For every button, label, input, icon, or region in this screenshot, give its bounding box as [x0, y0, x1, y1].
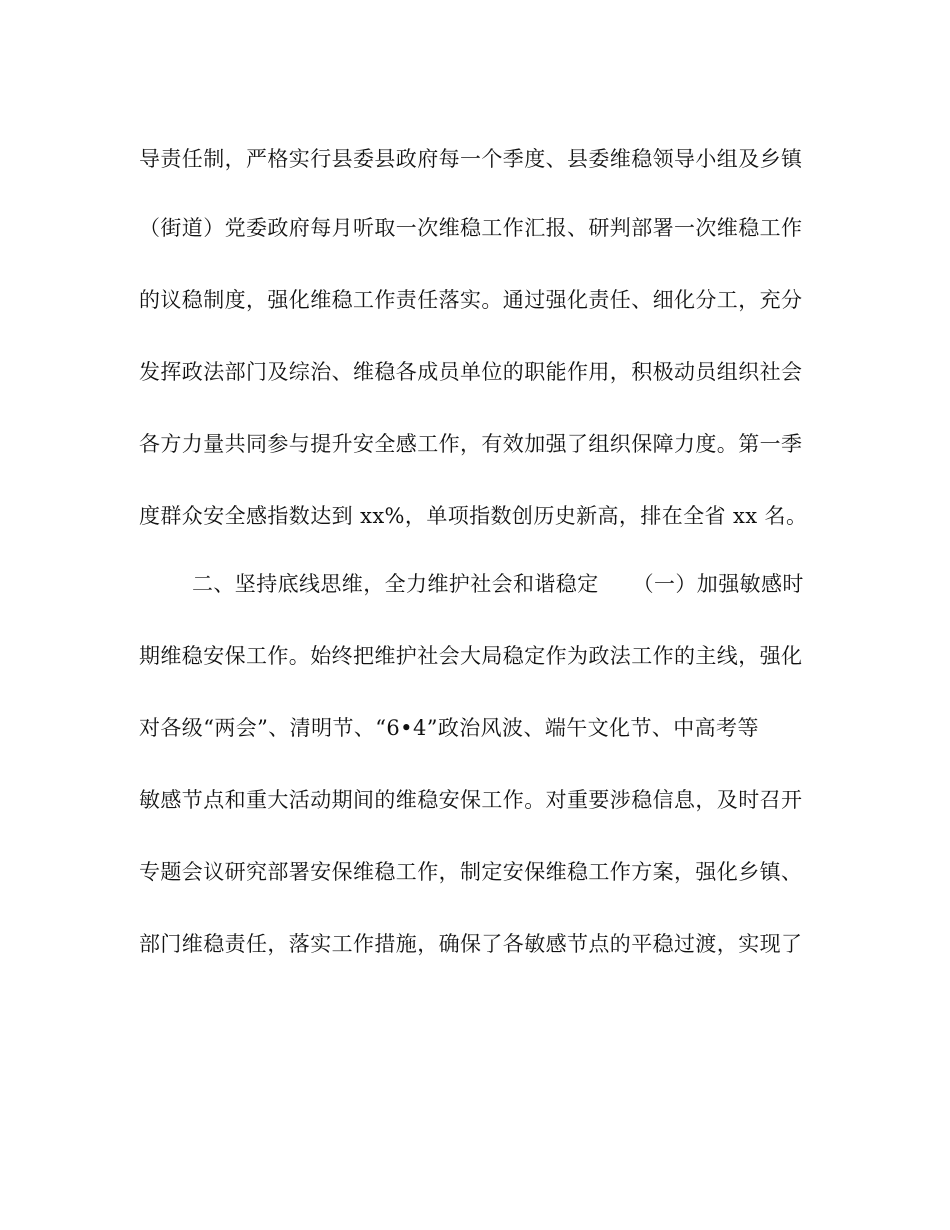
paragraph-line: （街道）党委政府每月听取一次维稳工作汇报、研判部署一次维稳工作: [139, 216, 803, 240]
paragraph-line: 部门维稳责任，落实工作措施，确保了各敏感节点的平稳过渡，实现了: [139, 932, 803, 956]
paragraph-line: 发挥政法部门及综治、维稳各成员单位的职能作用，积极动员组织社会: [139, 360, 803, 384]
subsection-heading: （一）加强敏感时: [632, 572, 804, 596]
section-heading-line: [192, 571, 872, 597]
section-heading: 二、坚持底线思维，全力维护社会和谐稳定: [192, 572, 599, 596]
paragraph-line: 导责任制，严格实行县委县政府每一个季度、县委维稳领导小组及乡镇: [139, 147, 803, 171]
paragraph-line: 敏感节点和重大活动期间的维稳安保工作。对重要涉稳信息，及时召开: [139, 788, 803, 812]
paragraph-line: 期维稳安保工作。始终把维护社会大局稳定作为政法工作的主线，强化: [139, 644, 803, 668]
paragraph-line: 对各级“两会”、清明节、“6•4”政治风波、端午文化节、中高考等: [139, 716, 759, 740]
paragraph-line: 的议稳制度，强化维稳工作责任落实。通过强化责任、细化分工，充分: [139, 288, 803, 312]
paragraph-line: 专题会议研究部署安保维稳工作，制定安保维稳工作方案，强化乡镇、: [139, 860, 803, 884]
paragraph-line: 度群众安全感指数达到 xx%，单项指数创历史新高，排在全省 xx 名。: [139, 504, 808, 528]
paragraph-line: 各方力量共同参与提升安全感工作，有效加强了组织保障力度。第一季: [139, 432, 803, 456]
